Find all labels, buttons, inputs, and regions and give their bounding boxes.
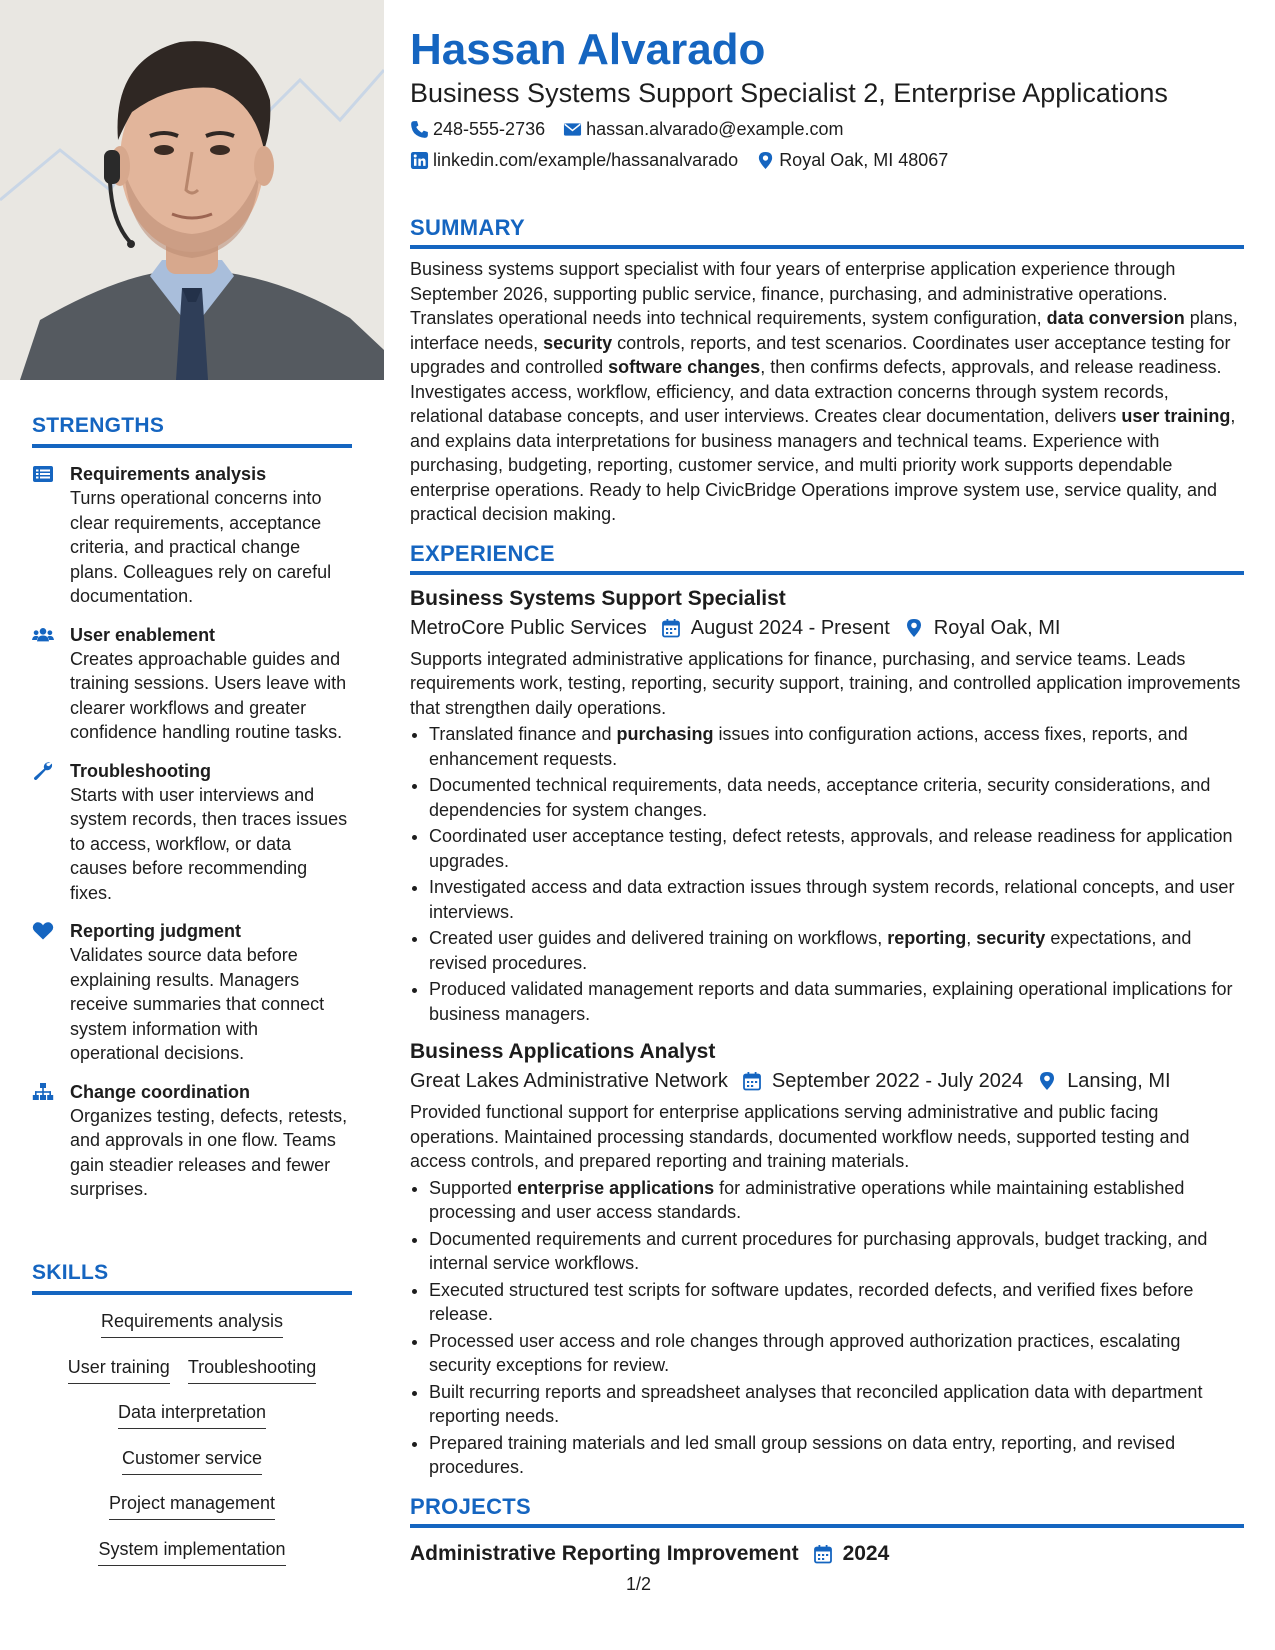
job-entry xyxy=(410,1038,1244,1480)
phone-contact[interactable] xyxy=(410,116,545,142)
location-text: Royal Oak, MI 48067 xyxy=(779,150,949,170)
skill-tag: Customer service xyxy=(122,1446,262,1475)
strength-item xyxy=(32,623,352,745)
profile-photo xyxy=(0,0,384,380)
project-title: Administrative Reporting Improvement xyxy=(410,1541,799,1565)
strength-title: User enablement xyxy=(70,624,216,645)
linkedin-text: linkedin.com/example/hassanalvarado xyxy=(433,150,739,170)
job-company: Great Lakes Administrative Network xyxy=(410,1070,728,1092)
list-item: • Executed structured test scripts for software updates, recorded defects, and verified fixes before release. xyxy=(429,1278,1244,1327)
skill-tag: Data interpretation xyxy=(118,1400,266,1429)
profile-photo-illustration xyxy=(0,0,384,380)
list-item: • Built recurring reports and spreadsheet analyses that reconciled application data with department reporting needs. xyxy=(429,1380,1244,1429)
strengths-heading: STRENGTHS xyxy=(32,414,352,448)
candidate-name: Hassan Alvarado xyxy=(410,25,766,74)
list-item: • Investigated access and data extraction issues through system records, relational concepts, and user interviews. xyxy=(429,875,1244,924)
candidate-headline: Business Systems Support Specialist 2, Enterprise Applications xyxy=(410,78,1168,108)
projects-heading: PROJECTS xyxy=(410,1494,1244,1528)
strength-desc: Turns operational concerns into clear requirements, acceptance criteria, and practical change plans. Colleagues rely on careful documentation. xyxy=(70,488,332,606)
job-summary: Provided functional support for enterprise applications serving administrative and public facing operations. Maintained processing standards, documented workflow needs, supported testing and access controls, and prepared reporting and training materials. xyxy=(410,1102,1190,1171)
job-dates: August 2024 - Present xyxy=(661,613,890,643)
experience-heading: EXPERIENCE xyxy=(410,541,1244,575)
strength-title: Change coordination xyxy=(70,1081,250,1102)
list-item: • Created user guides and delivered training on workflows, reporting, security expectations, and revised procedures. xyxy=(429,926,1244,975)
location-contact xyxy=(756,147,948,173)
strength-desc: Starts with user interviews and system records, then traces issues to access, workflow, or data causes before recommending fixes. xyxy=(70,784,348,903)
linkedin-icon xyxy=(410,151,429,170)
job-bullets xyxy=(429,722,1244,1026)
list-item: • Prepared training materials and led small group sessions on data entry, reporting, and revised procedures. xyxy=(429,1431,1244,1480)
strength-desc: Validates source data before explaining results. Managers receive summaries that connect system information with operational decisions. xyxy=(70,945,325,1063)
job-title: Business Applications Analyst xyxy=(410,1040,716,1063)
list-item: • Documented technical requirements, data needs, acceptance criteria, security considerations, and dependencies for system changes. xyxy=(429,773,1244,822)
skill-tag: Troubleshooting xyxy=(188,1355,316,1384)
experience-section xyxy=(410,541,1244,1480)
skills-list xyxy=(32,1309,352,1582)
email-contact[interactable] xyxy=(563,116,843,142)
calendar-icon xyxy=(742,1071,762,1091)
skills-heading: SKILLS xyxy=(32,1261,352,1295)
phone-text: 248-555-2736 xyxy=(433,119,546,139)
email-text: hassan.alvarado@example.com xyxy=(586,119,844,139)
job-meta xyxy=(410,613,1244,643)
strength-title: Reporting judgment xyxy=(70,921,241,941)
calendar-icon xyxy=(661,618,681,638)
job-dates: September 2022 - July 2024 xyxy=(742,1066,1023,1096)
strengths-section xyxy=(32,414,352,1202)
job-bullets xyxy=(429,1176,1244,1480)
strength-item xyxy=(32,1080,352,1202)
right-column xyxy=(410,24,1244,1568)
strength-item xyxy=(32,759,352,906)
projects-section xyxy=(410,1494,1244,1568)
skill-tag: Project management xyxy=(109,1491,275,1520)
list-item: • Processed user access and role changes through approved authorization practices, escalating security exceptions for review. xyxy=(429,1329,1244,1378)
summary-heading: SUMMARY xyxy=(410,215,1244,249)
strength-item xyxy=(32,462,352,609)
contact-row xyxy=(410,147,1244,173)
job-title: Business Systems Support Specialist xyxy=(410,586,786,610)
skills-section xyxy=(32,1261,352,1582)
project-entry xyxy=(410,1540,1244,1568)
job-company: MetroCore Public Services xyxy=(410,616,647,639)
map-pin-icon xyxy=(1037,1071,1057,1091)
list-item: • Produced validated management reports and data summaries, explaining operational implications for business managers. xyxy=(429,977,1244,1026)
wrench-icon xyxy=(32,759,70,906)
heart-icon xyxy=(32,919,70,1066)
job-location: Lansing, MI xyxy=(1037,1066,1170,1096)
strength-desc: Organizes testing, defects, retests, and approvals in one flow. Teams gain steadier releases and fewer surprises. xyxy=(70,1105,348,1199)
list-item: • Supported enterprise applications for administrative operations while maintaining established processing and user access standards. xyxy=(429,1176,1244,1225)
skill-tag: System implementation xyxy=(98,1537,285,1566)
skill-tag: User training xyxy=(68,1355,170,1384)
linkedin-contact[interactable] xyxy=(410,147,738,173)
job-meta xyxy=(410,1066,1244,1096)
map-pin-icon xyxy=(904,618,924,638)
contact-row xyxy=(410,116,1244,142)
users-icon xyxy=(32,623,70,745)
list-item: • Documented requirements and current procedures for purchasing approvals, budget tracking, and internal service workflows. xyxy=(429,1227,1244,1276)
list-item: • Translated finance and purchasing issues into configuration actions, access fixes, reports, and enhancement requests. xyxy=(429,722,1244,771)
calendar-icon xyxy=(813,1544,833,1564)
strength-title: Troubleshooting xyxy=(70,760,211,781)
strength-item xyxy=(32,919,352,1066)
list-icon xyxy=(32,462,70,609)
project-year: 2024 xyxy=(842,1541,890,1565)
phone-icon xyxy=(410,120,429,139)
page-number: 1/2 xyxy=(626,1574,652,1594)
job-summary: Supports integrated administrative applications for finance, purchasing, and service teams. Leads requirements work, testing, reporting, security support, training, and controlled application improvements that strengthen daily operations. xyxy=(410,648,1241,718)
summary-text: Business systems support specialist with four years of enterprise application experience through September 2026, supporting public service, finance, purchasing, and administrative operations. Translates operational needs into technical requirements, system configuration, data conversion plans, interface needs, security controls, reports, and test scenarios. Coordinates user acceptance testing for upgrades and controlled software changes, then confirms defects, approvals, and release readiness. Investigates access, workflow, efficiency, and data extraction concerns through system records, relational database concepts, and user interviews. Creates clear documentation, delivers user training, and explains data interpretations for business managers and technical teams. Experience with purchasing, budgeting, reporting, customer service, and multi priority work supports dependable enterprise operations. Ready to help CivicBridge Operations improve system use, service quality, and practical decision making. xyxy=(410,259,1238,524)
strength-desc: Creates approachable guides and training sessions. Users leave with clearer workflows and greater confidence handling routine tasks. xyxy=(70,648,347,742)
job-location: Royal Oak, MI xyxy=(904,613,1061,643)
sitemap-icon xyxy=(32,1080,70,1202)
skill-tag: Requirements analysis xyxy=(101,1309,283,1338)
map-pin-icon xyxy=(756,151,775,170)
envelope-icon xyxy=(563,120,582,139)
summary-section xyxy=(410,215,1244,527)
job-entry xyxy=(410,585,1244,1027)
strength-title: Requirements analysis xyxy=(70,464,267,484)
left-column xyxy=(0,0,384,1650)
list-item: • Coordinated user acceptance testing, defect retests, approvals, and release readiness for application upgrades. xyxy=(429,824,1244,873)
